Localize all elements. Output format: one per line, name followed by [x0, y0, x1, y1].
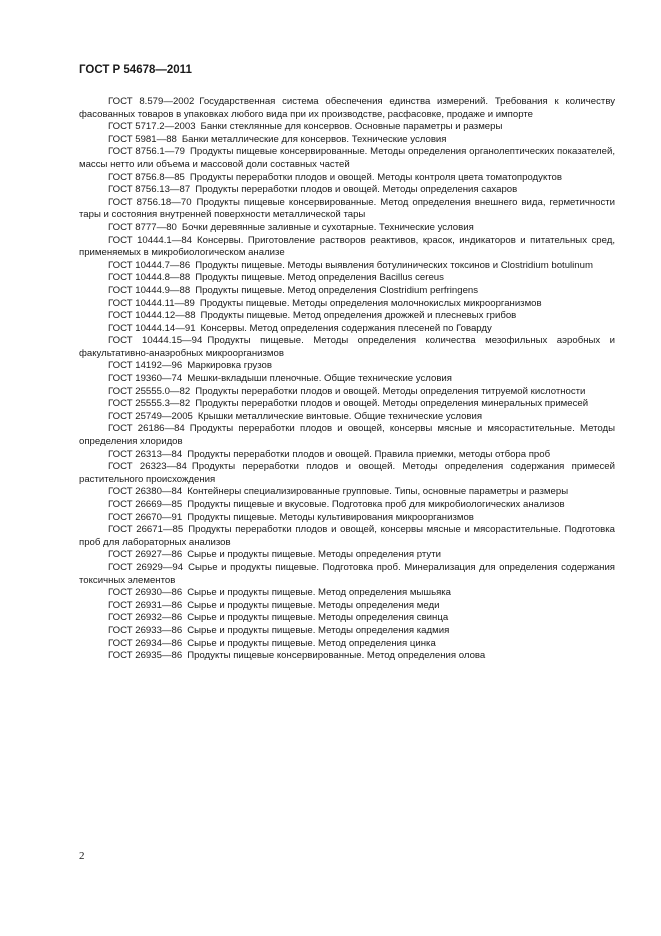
standard-code: ГОСТ 10444.12—88 [108, 310, 196, 322]
standard-code: ГОСТ 10444.14—91 [108, 322, 196, 334]
reference-entry [79, 398, 615, 411]
standard-title: Сырье и продукты пищевые. Методы определения меди [187, 599, 440, 611]
standard-code: ГОСТ 8.579—2002 [108, 96, 195, 107]
standard-code: ГОСТ 10444.7—86 [108, 259, 191, 271]
reference-entry [79, 650, 615, 663]
standard-title: Продукты пищевые консервированные. Методы определения органолептических показателей, массы нетто или объема и массовой доли составных частей [79, 146, 615, 170]
standard-title: Продукты пищевые. Методы культивирования микроорганизмов [187, 511, 474, 523]
reference-entry [79, 235, 615, 260]
reference-entry [79, 335, 615, 360]
reference-entry [79, 134, 615, 147]
standard-title: Контейнеры специализированные групповые. Типы, основные параметры и размеры [187, 486, 569, 498]
standard-code: ГОСТ 26932—86 [108, 612, 183, 624]
standard-code: ГОСТ 26930—86 [108, 587, 183, 599]
standard-title: Продукты пищевые консервированные. Метод определения олова [187, 650, 486, 662]
standard-title: Продукты пищевые и вкусовые. Подготовка проб для микробиологических анализов [187, 499, 565, 510]
reference-entry [79, 184, 615, 197]
standard-code: ГОСТ 10444.9—88 [108, 284, 191, 296]
standard-code: ГОСТ 10444.8—88 [108, 272, 191, 284]
reference-entry [79, 486, 615, 499]
standard-code: ГОСТ 8777—80 [108, 221, 177, 233]
standard-title: Сырье и продукты пищевые. Метод определения мышьяка [187, 587, 452, 599]
standard-title: Маркировка грузов [187, 360, 272, 372]
standard-title: Продукты пищевые. Метод определения Bacillus cereus [195, 272, 444, 284]
reference-entry [79, 625, 615, 638]
reference-entry [79, 549, 615, 562]
standard-code: ГОСТ 26323—84 [108, 461, 187, 473]
standard-title: Сырье и продукты пищевые. Методы определения ртути [187, 549, 441, 561]
reference-entry [79, 121, 615, 134]
standard-title: Продукты переработки плодов и овощей. Методы определения минеральных примесей [195, 398, 589, 410]
standard-code: ГОСТ 25555.0—82 [108, 385, 191, 397]
reference-entry [79, 146, 615, 171]
reference-entry [79, 222, 615, 235]
standard-title: Продукты пищевые. Методы определения молочнокислых микроорганизмов [199, 297, 542, 309]
standard-code: ГОСТ 26669—85 [108, 499, 183, 510]
standard-title: Продукты переработки плодов и овощей, консервы мясные и мясорастительные. Подготовка проб для лабораторных анализов [79, 524, 616, 548]
standard-code: ГОСТ 26927—86 [108, 549, 183, 561]
standard-title: Продукты пищевые. Метод определения дрожжей и плесневых грибов [200, 310, 517, 322]
standard-title: Продукты переработки плодов и овощей, консервы мясные и мясорастительные. Методы определения хлоридов [79, 423, 615, 448]
reference-entry [79, 386, 615, 399]
standard-title: Сырье и продукты пищевые. Методы определения свинца [187, 612, 449, 624]
page-number: 2 [79, 850, 85, 862]
reference-entry [79, 512, 615, 525]
reference-entry [79, 461, 615, 486]
standard-title: Банки металлические для консервов. Технические условия [181, 133, 447, 145]
standard-code: ГОСТ 26671—85 [108, 524, 184, 536]
reference-entry [79, 197, 615, 222]
standard-title: Консервы. Метод определения содержания плесеней по Говарду [200, 322, 492, 334]
reference-entry [79, 323, 615, 336]
standard-title: Продукты переработки плодов и овощей. Методы определения сахаров [195, 184, 518, 196]
standard-code: ГОСТ 25555.3—82 [108, 398, 191, 410]
reference-entry [79, 360, 615, 373]
reference-entry [79, 600, 615, 613]
reference-entry [79, 612, 615, 625]
standard-title: Продукты пищевые. Методы выявления ботулинических токсинов и Clostridium botulinum [195, 259, 593, 271]
standard-title: Продукты переработки плодов и овощей. Правила приемки, методы отбора проб [187, 448, 551, 460]
standard-code: ГОСТ 5981—88 [108, 133, 177, 145]
standard-code: ГОСТ 26934—86 [108, 637, 183, 649]
reference-entry [79, 423, 615, 448]
standard-code: ГОСТ 10444.11—89 [108, 297, 195, 309]
reference-entry [79, 499, 615, 512]
standard-code: ГОСТ 26933—86 [108, 624, 183, 636]
standard-title: Сырье и продукты пищевые. Методы определения кадмия [187, 624, 450, 636]
reference-entry [79, 638, 615, 651]
references-list [79, 96, 615, 663]
reference-entry [79, 172, 615, 185]
standard-code: ГОСТ 26935—86 [108, 650, 183, 662]
standard-code: ГОСТ 26313—84 [108, 448, 183, 460]
standard-title: Продукты пищевые. Методы определения количества мезофильных аэробных и факультативно-анаэробных микроорганизмов [79, 335, 615, 359]
standard-title: Банки стеклянные для консервов. Основные параметры и размеры [200, 121, 503, 133]
reference-entry [79, 272, 615, 285]
standard-code: ГОСТ 5717.2—2003 [108, 121, 196, 133]
standard-title: Консервы. Приготовление растворов реактивов, красок, индикаторов и питательных сред, применяемых в микробиологическом анализе [79, 234, 615, 259]
document-header: ГОСТ Р 54678—2011 [79, 64, 192, 76]
reference-entry [79, 587, 615, 600]
standard-title: Продукты пищевые консервированные. Метод определения внешнего вида, герметичности тары и состояния внутренней поверхности металлической тары [79, 196, 616, 221]
standard-title: Крышки металлические винтовые. Общие технические условия [197, 410, 483, 422]
reference-entry [79, 260, 615, 273]
standard-code: ГОСТ 8756.13—87 [108, 184, 191, 196]
standard-code: ГОСТ 8756.8—85 [108, 171, 185, 183]
standard-code: ГОСТ 26380—84 [108, 486, 183, 498]
standard-title: Бочки деревянные заливные и сухотарные. Технические условия [181, 221, 474, 233]
standard-code: ГОСТ 8756.1—79 [108, 146, 186, 158]
standard-code: ГОСТ 26670—91 [108, 511, 183, 523]
standard-code: ГОСТ 25749—2005 [108, 410, 193, 422]
standard-title: Сырье и продукты пищевые. Метод определения цинка [187, 637, 436, 649]
standard-title: Продукты переработки плодов и овощей. Методы определения содержания примесей растительного происхождения [79, 461, 615, 485]
standard-title: Государственная система обеспечения единства измерений. Требования к количеству фасованных товаров в упаковках любого вида при их производстве, расфасовке, продаже и импорте [79, 96, 615, 120]
reference-entry [79, 411, 615, 424]
standard-title: Продукты переработки плодов и овощей. Методы контроля цвета томатопродуктов [189, 171, 562, 183]
standard-code: ГОСТ 26186—84 [108, 423, 185, 435]
reference-entry [79, 449, 615, 462]
standard-title: Продукты переработки плодов и овощей. Методы определения титруемой кислотности [195, 385, 586, 397]
reference-entry [79, 524, 615, 549]
standard-code: ГОСТ 10444.1—84 [108, 234, 193, 246]
standard-code: ГОСТ 26929—94 [108, 561, 184, 573]
standard-code: ГОСТ 19360—74 [108, 373, 183, 385]
reference-entry [79, 96, 615, 121]
standard-title: Продукты пищевые. Метод определения Clostridium perfringens [195, 284, 479, 296]
standard-title: Сырье и продукты пищевые. Подготовка проб. Минерализация для определения содержания токсичных элементов [79, 561, 615, 586]
standard-code: ГОСТ 8756.18—70 [108, 196, 192, 208]
reference-entry [79, 285, 615, 298]
standard-title: Мешки-вкладыши пленочные. Общие технические условия [187, 373, 452, 385]
reference-entry [79, 298, 615, 311]
reference-entry [79, 562, 615, 587]
reference-entry [79, 373, 615, 386]
standard-code: ГОСТ 14192—96 [108, 360, 183, 372]
standard-code: ГОСТ 26931—86 [108, 599, 183, 611]
reference-entry [79, 310, 615, 323]
standard-code: ГОСТ 10444.15—94 [108, 335, 203, 347]
